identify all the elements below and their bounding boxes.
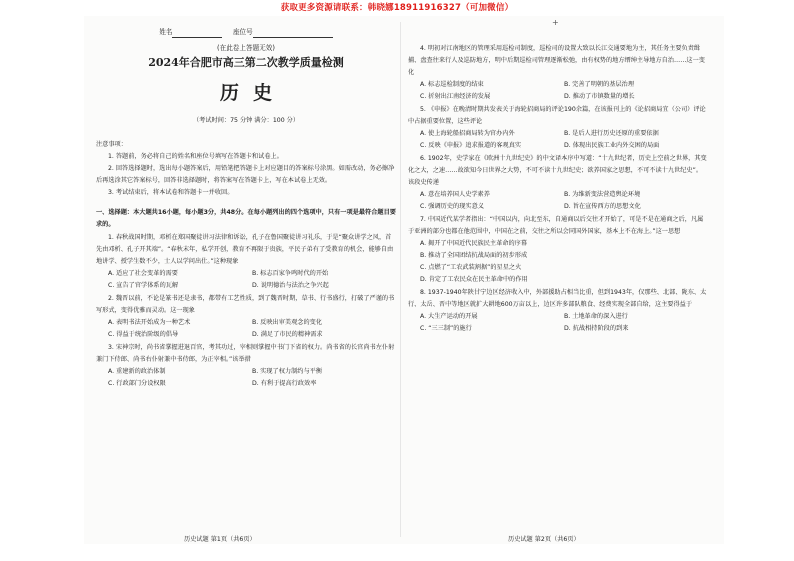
option: C. 点燃了“工农武装割据”的星星之火: [420, 264, 522, 271]
option: B. 标志百家争鸣时代的开始: [252, 270, 329, 277]
question-stem: 8. 1937-1940年陕甘宁边区经济收入中，外部援助占相当比重，但到1943年，仅那些、北部、陇东、太行、太岳、晋中等地区就扩大耕地600万亩以上，边区许多部队粮食、经费实现全部自给，这主要得益于: [408, 289, 707, 308]
option: A. 意在培养国人史学素养: [420, 191, 490, 198]
name-blank: [172, 29, 222, 38]
option: D. 推动了市镇数量的增长: [564, 93, 635, 100]
section-title: 一、选择题：本大题共16小题，每小题3分，共48分。在每小题列出的四个选项中，只有一项是最符合题目要求的。: [96, 209, 396, 228]
option: A. 大生产运动的开展: [420, 313, 478, 320]
question-3: [96, 342, 396, 390]
option: A. 表明书法开始成为一种艺术: [108, 319, 191, 326]
question-5: [408, 104, 708, 152]
question-7: [408, 214, 708, 286]
option: D. 说明德治与法治之争兴起: [252, 282, 329, 289]
option: A. 标志巡检制度的结束: [420, 81, 484, 88]
option: B. 完善了明朝的基层治理: [564, 81, 635, 88]
option: D. 旨在宣传西方的思想文化: [564, 203, 641, 210]
name-label: 姓名: [159, 28, 173, 36]
option: D. 肯定了工农民众在民主革命中的作用: [420, 276, 528, 283]
subject-title: 历史: [219, 82, 286, 104]
option: A. 适应了社会变革的需要: [108, 270, 178, 277]
contact-banner: 获取更多资源请联系：韩晓娜18911916327（可加微信）: [280, 3, 514, 13]
question-stem: 3. 宋神宗时，尚书省掌握进退百官，考其功过，宰相则掌握中书门下省的权力。尚书省的长官尚书左仆射兼门下侍郎、尚书右仆射兼中书侍郎，为正宰相。”该举措: [96, 344, 395, 363]
question-1: [96, 232, 396, 292]
question-2: [96, 293, 396, 341]
option: C. 宣告了官学体系的瓦解: [108, 282, 179, 289]
page-2-footer: 历史试题 第2页（共6页）: [508, 536, 580, 543]
option: A. 揭开了中国近代民族民主革命的序幕: [420, 240, 528, 247]
option: B. 是后人进行历史还原的重要依据: [564, 130, 659, 137]
exam-meta: （考试时间：75 分钟 满分：100 分）: [192, 117, 300, 124]
option: D. 体现出民族工业内外交困的局面: [564, 142, 660, 149]
notice-item: 3. 考试结束后，将本试卷和答题卡一并收回。: [108, 189, 234, 196]
notice-item: 1. 答题前，务必将自己的姓名和座位号填写在答题卡和试卷上。: [108, 153, 283, 160]
question-stem: 4. 明初对江南地区的管理采用巡检司制度，巡检司的设置大致以长江交通要地为主，其任务主要负责缉捕、盘查往来行人及巡防地方，明中后期巡检司管理逐渐松弛，由有权势的地方缙绅主导地方自治……这一变化: [408, 45, 705, 76]
name-seat-row: [96, 26, 396, 38]
answer-warning: (在此卷上答题无效): [217, 44, 275, 52]
page-1-footer: 历史试题 第1页（共6页）: [184, 536, 256, 543]
question-stem: 5. 《申报》在晚清时期共发表关于海轮招商局的评论190余篇，在该报刊上的《论招商局宜（公司）评论中占据重要位置，这些评论: [408, 106, 706, 125]
option: C. 得益于统治阶级的倡导: [108, 331, 179, 338]
option: D. 抗战相持阶段的到来: [564, 325, 629, 332]
question-4: [408, 43, 708, 103]
option: B. 实现了权力制约与平衡: [252, 368, 323, 375]
option: A. 使上海轮船招商局转为官办内外: [420, 130, 515, 137]
option: C. 反映《申报》追求报道的客观真实: [420, 142, 522, 149]
question-stem: 6. 1902年，史学家在《欧洲十九世纪史》的中文译本序中写道：“十九世纪者，历史上空前之世界，其变化之大，之速……故欲知今日世界之大势，不可不读十九世纪史；欲养国家之思想，不可不读十九世纪史”。该段史传递: [408, 155, 707, 186]
option: A. 重建新的政治体制: [108, 368, 166, 375]
option: C. 强调历史的现实意义: [420, 203, 484, 210]
option: C. 行政部门分设权限: [108, 380, 166, 387]
seat-label: 座位号: [232, 28, 253, 36]
seat-blank: [253, 29, 333, 38]
question-stem: 1. 春秋战国时期，邓析在郑国聚徒讲习法律和诉讼，孔子在鲁国聚徒讲习礼乐，于是“聚众讲学之风，首先由邓析、孔子开其端”。“春秋末年，私学开创，教育不再限于贵族，平民子弟有了受教育的机会，能够自由地讲学、授学生数不少，士人以学问出仕。”这种现象: [96, 234, 394, 265]
exam-title: 2024年合肥市高三第二次教学质量检测: [148, 56, 344, 69]
page-divider: [400, 22, 401, 537]
page-1: [96, 26, 396, 390]
question-stem: 7. 中国近代某学者指出：“中国以内，向北至东，自通商以后交往才开始了，可是不是在通商之后，凡属于亚洲的部分也都在他范围中，中国在之前，交往之所以会同国外国家，基本上不在海上。”这一思想: [408, 216, 704, 235]
option: C. “三三制”的施行: [420, 325, 472, 332]
question-6: [408, 153, 708, 213]
question-8: [408, 287, 708, 335]
notice-item: 2. 回答选择题时，选出每小题答案后，用铅笔把答题卡上对应题目的答案标号涂黑。如需改动，务必擦净后再选涂其它答案标号，回答非选择题时，将答案写在答题卡上，写在本试卷上无效。: [96, 165, 395, 184]
option: B. 推动了全国团结抗战局面的初步形成: [420, 252, 528, 259]
option: D. 满足了市民的精神需求: [252, 331, 323, 338]
option: C. 折射出江南经济的发展: [420, 93, 491, 100]
notice-title: 注意事项：: [96, 141, 127, 148]
page-2: [408, 42, 708, 335]
option: B. 为维新变法营造舆论环境: [564, 191, 641, 198]
option: B. 土地革命的深入进行: [564, 313, 628, 320]
option: B. 反映出审美观念的变化: [252, 319, 323, 326]
question-stem: 2. 魏晋以前，不论是篆书还是隶书，都带有工艺性质，到了魏晋时期，草书、行书盛行，打破了严谨的书写形式，变得优雅而灵动。这一现象: [96, 295, 395, 314]
corner-mark: +: [552, 18, 559, 27]
option: D. 有利于提高行政效率: [252, 380, 317, 387]
